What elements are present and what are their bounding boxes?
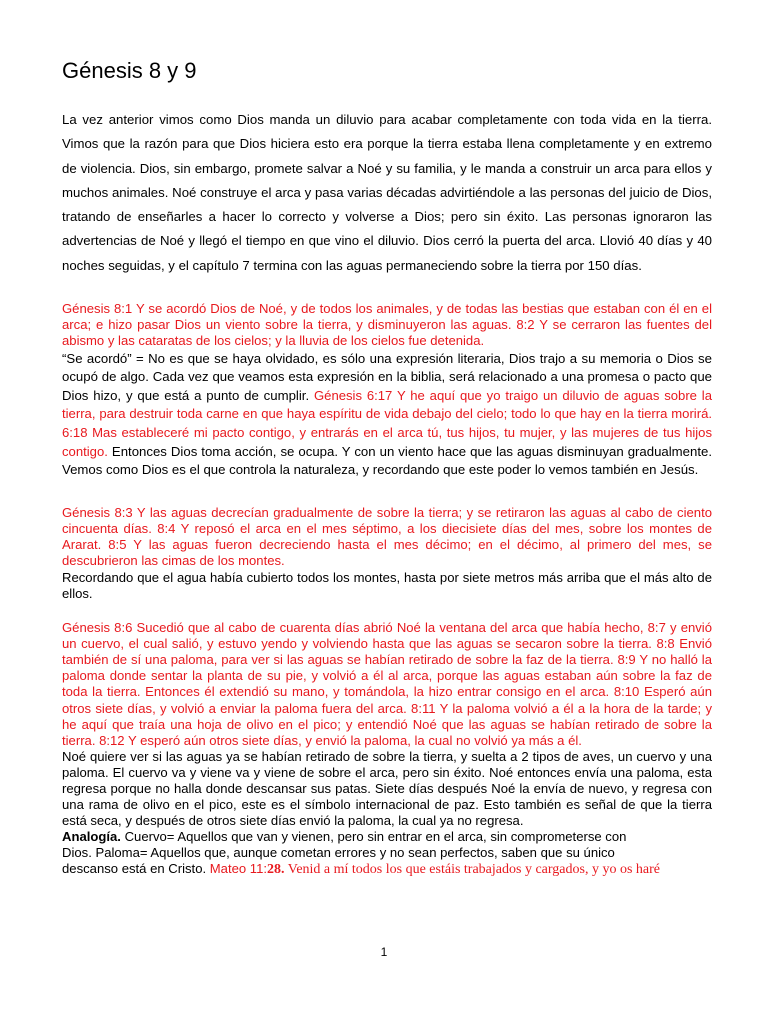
verse-text: Génesis 6:17 Y he aquí que yo traigo un diluvio de aguas sobre la tierra, para destruir toda carne en que haya espíritu de vida debajo del cielo; todo lo que hay en la tierra morirá. 6:18 Mas estableceré mi pacto contigo, y entrarás en el arca tú, tus hijos, tu mujer, y las mujeres de tus hijos contigo. bbox=[62, 387, 712, 459]
intro-paragraph: La vez anterior vimos como Dios manda un diluvio para acabar completamente con toda vida en la tierra. Vimos que la razón para que Dios hiciera esto era porque la tierra estaba llena completamente y en extremo de violencia. Dios, sin embargo, promete salvar a Noé y su familia, y le manda a construir un arca para ellos y muchos animales. Noé construye el arca y pasa varias décadas advirtiéndole a las personas del juicio de Dios, tratando de enseñarles a hacer lo correcto y volverse a Dios; pero sin éxito. Las personas ignoraron las advertencias de Noé y llegó el tiempo en que vino el diluvio. Dios cerró la puerta del arca. Llovió 40 días y 40 noches seguidas, y el capítulo 7 termina con las aguas permaneciendo sobre la tierra por 150 días. bbox=[62, 112, 712, 273]
commentary-text: Entonces Dios toma acción, se ocupa. Y con un viento hace que las aguas disminuyan gradualmente. Vemos como Dios es el que controla la naturaleza, y recordando que este poder lo vemos también en Jesús. bbox=[62, 443, 712, 478]
analogy-label: Analogía. bbox=[62, 829, 121, 845]
page-number: 1 bbox=[380, 945, 388, 959]
verse-text: Génesis 8:3 Y las aguas decrecían gradualmente de sobre la tierra; y se retiraron las aguas al cabo de ciento cincuenta días. 8:4 Y reposó el arca en el mes séptimo, a los diecisiete días del mes, sobre los montes de Ararat. 8:5 Y las aguas fueron decreciendo hasta el mes décimo; en el décimo, al primero del mes, se descubrieron las cimas de los montes. bbox=[62, 504, 712, 569]
verse-number: 28. bbox=[267, 862, 285, 878]
section-2-verse bbox=[62, 505, 712, 570]
section-3-commentary: Noé quiere ver si las aguas ya se habían retirado de sobre la tierra, y suelta a 2 tipos de aves, un cuervo y una paloma. El cuervo va y viene va y viene de sobre el arca, pero sin éxito. Noé entonces envía una paloma, esta regresa porque no halla donde descansar sus patas. Siete días después Noé la envía de nuevo, y regresa con una rama de olivo en el pico, este es el símbolo internacional de paz. Esto también es señal de que la tierra está seca, y después de otros siete días envió la paloma, la cual ya no regresa. bbox=[62, 748, 712, 829]
section-2-commentary: Recordando que el agua había cubierto todos los montes, hasta por siete metros más arriba que el más alto de ellos. bbox=[62, 569, 712, 601]
section-3-verse bbox=[62, 620, 712, 749]
verse-text: Génesis 8:6 Sucedió que al cabo de cuarenta días abrió Noé la ventana del arca que había hecho, 8:7 y envió un cuervo, el cual salió, y estuvo yendo y volviendo hasta que las aguas se secaron sobre la tierra. 8:8 Envió también de sí una paloma, para ver si las aguas se habían retirado de sobre la faz de la tierra. 8:9 Y no halló la paloma donde sentar la planta de su pie, y volvió a él al arca, porque las aguas estaban aún sobre la faz de toda la tierra. Entonces él extendió su mano, y tomándola, la hizo entrar consigo en el arca. 8:10 Esperó aún otros siete días, y volvió a enviar la paloma fuera del arca. 8:11 Y la paloma volvió a él a la hora de la tarde; y he aquí que traía una hoja de olivo en el pico; y entendió Noé que las aguas se habían retirado de sobre la tierra. 8:12 Y esperó aún otros siete días, y envió la paloma, la cual no volvió ya más a él. bbox=[62, 620, 712, 748]
page-title: Génesis 8 y 9 bbox=[62, 58, 197, 83]
commentary-text: “Se acordó” = No es que se haya olvidado, es sólo una expresión literaria, Dios trajo a su memoria o Dios se ocupó de algo. Cada vez que veamos esta expresión en la biblia, será relacionado a una promesa o pacto que Dios hizo, y que está a punto de cumplir. bbox=[62, 350, 712, 403]
document-page bbox=[62, 54, 712, 879]
analogy-text: Dios. Paloma= Aquellos que, aunque cometan errores y no sean perfectos, saben que su único bbox=[62, 845, 615, 861]
verse-text: Venid a mí todos los que estáis trabajados y cargados, y yo os haré bbox=[284, 862, 660, 878]
section-1-verse bbox=[62, 301, 712, 350]
section-1-commentary bbox=[62, 350, 712, 480]
analogy-text: Cuervo= Aquellos que van y vienen, pero sin entrar en el arca, sin comprometerse con bbox=[120, 829, 627, 845]
analogy-text: descanso está en Cristo. bbox=[62, 861, 207, 877]
analogy-paragraph bbox=[62, 829, 712, 878]
scripture-reference: Mateo 11: bbox=[209, 861, 268, 877]
verse-text: Génesis 8:1 Y se acordó Dios de Noé, y de todos los animales, y de todas las bestias que estaban con él en el arca; e hizo pasar Dios un viento sobre la tierra, y disminuyeron las aguas. 8:2 Y se cerraron las fuentes del abismo y las cataratas de los cielos; y la lluvia de los cielos fue detenida. bbox=[62, 301, 712, 349]
